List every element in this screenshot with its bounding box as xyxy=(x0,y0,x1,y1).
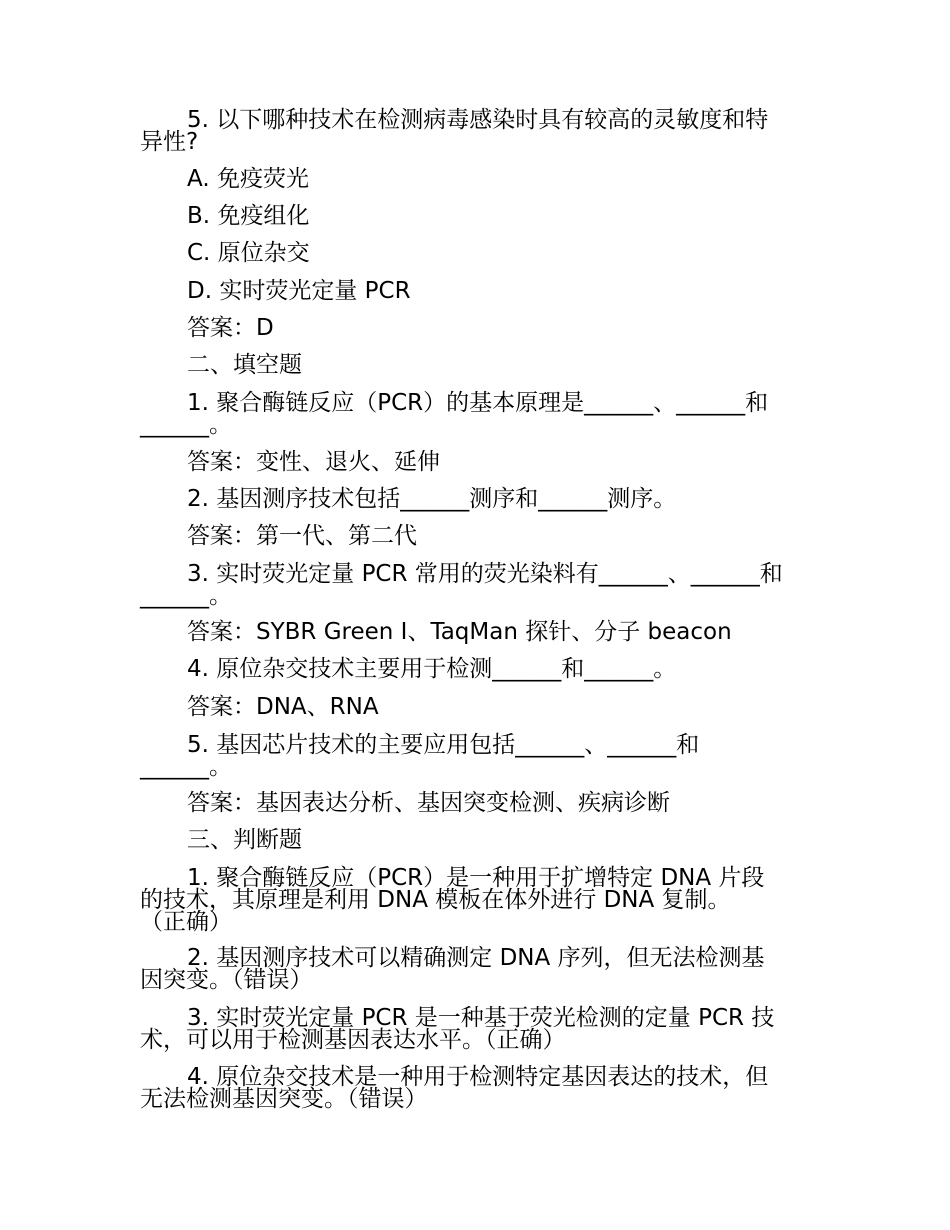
question-text: ______。 xyxy=(140,754,232,780)
question-text: 的技术，其原理是利用 DNA 模板在体外进行 DNA 复制。 xyxy=(140,887,731,913)
question-text: 异性? xyxy=(140,129,199,155)
question-text: 3. 实时荧光定量 PCR 常用的荧光染料有______、______和 xyxy=(187,561,783,587)
option-b: B. 免疫组化 xyxy=(187,203,310,229)
question-text: 1. 聚合酶链反应（PCR）的基本原理是______、______和 xyxy=(187,390,769,416)
section-heading: 二、填空题 xyxy=(187,352,302,378)
question-text: ______。 xyxy=(140,583,232,609)
question-text: （正确） xyxy=(140,909,232,935)
option-c: C. 原位杂交 xyxy=(187,240,310,266)
question-text: 4. 原位杂交技术主要用于检测______和______。 xyxy=(187,656,677,682)
question-text: 5. 以下哪种技术在检测病毒感染时具有较高的灵敏度和特 xyxy=(187,107,769,133)
question-text: 术，可以用于检测基因表达水平。（正确） xyxy=(140,1027,566,1053)
question-text: 3. 实时荧光定量 PCR 是一种基于荧光检测的定量 PCR 技 xyxy=(187,1005,775,1031)
answer-text: 答案：D xyxy=(187,315,274,341)
question-text: ______。 xyxy=(140,412,232,438)
question-text: 4. 原位杂交技术是一种用于检测特定基因表达的技术，但 xyxy=(187,1064,769,1090)
question-text: 2. 基因测序技术包括______测序和______测序。 xyxy=(187,486,677,512)
option-a: A. 免疫荧光 xyxy=(187,166,309,192)
question-text: 2. 基因测序技术可以精确测定 DNA 序列，但无法检测基 xyxy=(187,945,765,971)
question-text: 5. 基因芯片技术的主要应用包括______、______和 xyxy=(187,732,700,758)
answer-text: 答案：SYBR Green I、TaqMan 探针、分子 beacon xyxy=(187,619,732,645)
section-heading: 三、判断题 xyxy=(187,827,302,853)
answer-text: 答案：变性、退火、延伸 xyxy=(187,449,440,475)
question-text: 因突变。（错误） xyxy=(140,967,313,993)
answer-text: 答案：第一代、第二代 xyxy=(187,523,417,549)
answer-text: 答案：DNA、RNA xyxy=(187,694,379,720)
answer-text: 答案：基因表达分析、基因突变检测、疾病诊断 xyxy=(187,790,670,816)
question-text: 无法检测基因突变。（错误） xyxy=(140,1086,428,1112)
option-d: D. 实时荧光定量 PCR xyxy=(187,278,411,304)
question-text: 1. 聚合酶链反应（PCR）是一种用于扩增特定 DNA 片段 xyxy=(187,865,765,891)
